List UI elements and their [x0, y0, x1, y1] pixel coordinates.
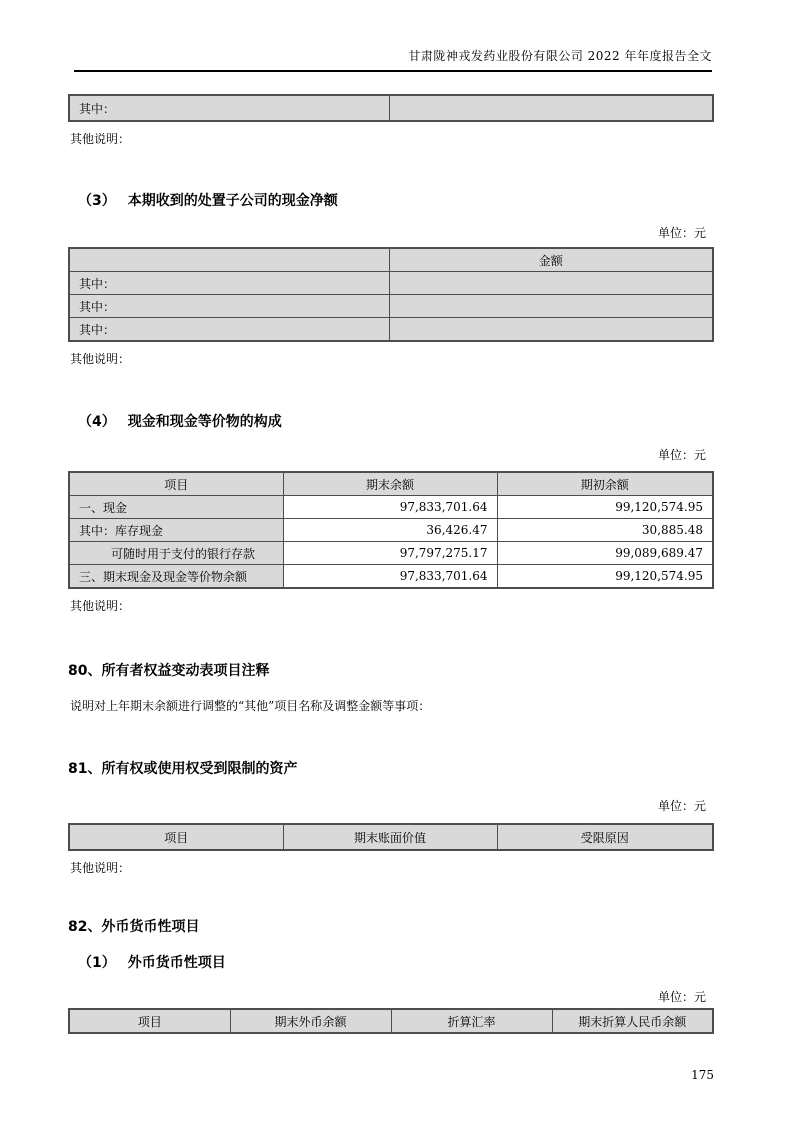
table-cell-empty: [389, 272, 713, 295]
table-header-rmb-balance: 期末折算人民币余额: [552, 1009, 713, 1033]
section4-heading-number: （4）: [78, 414, 116, 430]
section3-heading-title: 本期收到的处置子公司的现金净额: [127, 193, 338, 209]
table-cell-closing-balance: 97,797,275.17: [283, 542, 497, 565]
table-header-row: [69, 824, 713, 850]
section3-heading: [78, 192, 712, 210]
table-row: [69, 542, 713, 565]
table-cell-empty: [69, 248, 389, 272]
table-header-book-value: 期末账面价值: [283, 824, 497, 850]
table-cell-label: 其中：: [69, 272, 389, 295]
disposal-cash-table: [68, 247, 714, 342]
table-cell-item: 可随时用于支付的银行存款: [69, 542, 283, 565]
unit-label: 单位：元: [657, 226, 706, 240]
table-row: [69, 496, 713, 519]
section82-sub-heading-title: 外币货币性项目: [127, 955, 226, 971]
table-cell-item: 三、期末现金及现金等价物余额: [69, 565, 283, 589]
section82-sub-heading: [78, 954, 712, 972]
table-header-foreign-balance: 期末外币余额: [230, 1009, 391, 1033]
section82-sub-heading-number: （1）: [78, 955, 116, 971]
table-row: [69, 318, 713, 342]
table-header-opening: 期初余额: [497, 472, 713, 496]
section3-heading-number: （3）: [78, 193, 116, 209]
table-cell-empty: [389, 95, 713, 121]
table-row: [69, 95, 713, 121]
cash-composition-table: [68, 471, 714, 589]
table-header-row: [69, 1009, 713, 1033]
table-header-closing: 期末余额: [283, 472, 497, 496]
unit-label: 单位：元: [657, 448, 706, 462]
fragment-table: [68, 94, 714, 122]
table-header-item: 项目: [69, 824, 283, 850]
table-row: [69, 295, 713, 318]
table-cell-opening-balance: 99,089,689.47: [497, 542, 713, 565]
unit-label: 单位：元: [657, 990, 706, 1004]
table-cell-closing-balance: 97,833,701.64: [283, 496, 497, 519]
table-header-row: [69, 248, 713, 272]
table-header-item: 项目: [69, 1009, 230, 1033]
table-header-amount: 金额: [389, 248, 713, 272]
section81-heading: 81、所有权或使用权受到限制的资产: [68, 761, 298, 777]
restricted-assets-table: [68, 823, 714, 851]
table-row: [69, 272, 713, 295]
other-note: 其他说明：: [70, 352, 131, 366]
table-header-item: 项目: [69, 472, 283, 496]
section4-heading-title: 现金和现金等价物的构成: [127, 414, 282, 430]
table-row: [69, 519, 713, 542]
table-cell-item: 一、现金: [69, 496, 283, 519]
table-cell-label: 其中：: [69, 318, 389, 342]
section80-paragraph: 说明对上年期末余额进行调整的“其他”项目名称及调整金额等事项：: [70, 699, 431, 713]
table-row: [69, 565, 713, 589]
section82-heading: 82、外币货币性项目: [68, 919, 200, 935]
other-note: 其他说明：: [70, 599, 131, 613]
table-cell-closing-balance: 97,833,701.64: [283, 565, 497, 589]
table-header-restriction-reason: 受限原因: [497, 824, 713, 850]
other-note: 其他说明：: [70, 132, 131, 146]
table-cell-empty: [389, 295, 713, 318]
table-cell-opening-balance: 30,885.48: [497, 519, 713, 542]
section80-heading: 80、所有者权益变动表项目注释: [68, 663, 270, 679]
table-header-row: [69, 472, 713, 496]
report-header: [74, 48, 712, 72]
table-header-exchange-rate: 折算汇率: [391, 1009, 552, 1033]
table-cell-label: 其中：: [69, 295, 389, 318]
page-number: 175: [691, 1068, 714, 1082]
table-cell-label: 其中：: [69, 95, 389, 121]
table-cell-closing-balance: 36,426.47: [283, 519, 497, 542]
other-note: 其他说明：: [70, 861, 131, 875]
report-header-title: 甘肃陇神戎发药业股份有限公司 2022 年年度报告全文: [408, 49, 712, 63]
table-cell-item: 其中：库存现金: [69, 519, 283, 542]
section4-heading: [78, 413, 712, 431]
table-cell-opening-balance: 99,120,574.95: [497, 565, 713, 589]
foreign-currency-table: [68, 1008, 714, 1034]
table-cell-empty: [389, 318, 713, 342]
table-cell-opening-balance: 99,120,574.95: [497, 496, 713, 519]
unit-label: 单位：元: [657, 799, 706, 813]
